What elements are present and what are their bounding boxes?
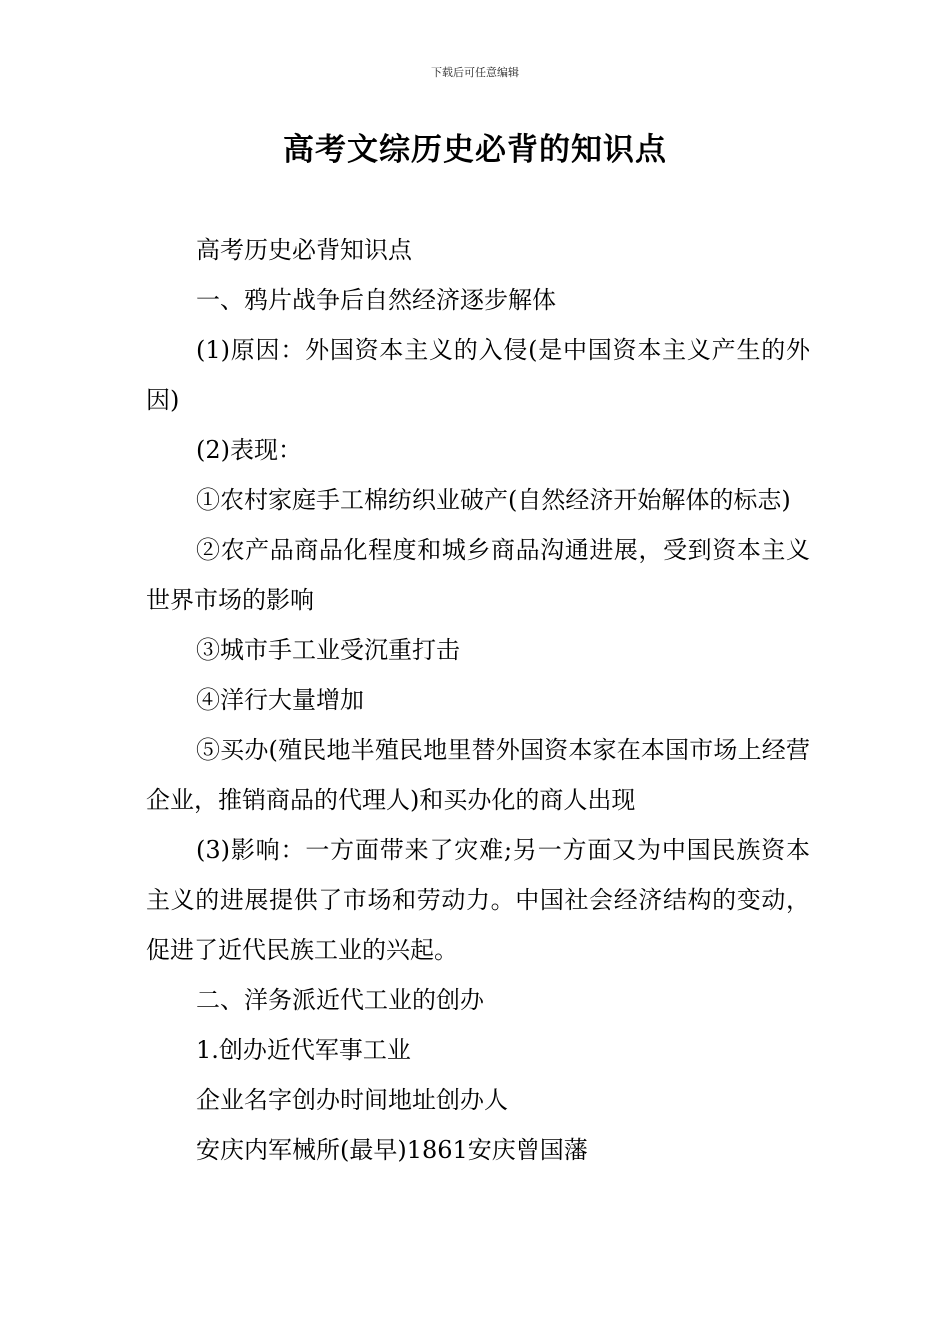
paragraph-point-1: ①农村家庭手工棉纺织业破产(自然经济开始解体的标志) bbox=[196, 486, 791, 514]
paragraph-point-5: ⑤买办(殖民地半殖民地里替外国资本家在本国市场上经营企业，推销商品的代理人)和买办化的商人出现 bbox=[146, 736, 810, 814]
paragraph-point-4: ④洋行大量增加 bbox=[196, 686, 364, 714]
paragraph-table-row: 安庆内军械所(最早)1861安庆曾国藩 bbox=[196, 1136, 588, 1164]
paragraph-manifestation-heading: (2)表现： bbox=[196, 436, 302, 464]
paragraph-point-2: ②农产品商品化程度和城乡商品沟通进展，受到资本主义世界市场的影响 bbox=[146, 536, 810, 614]
document-title: 高考文综历史必背的知识点 bbox=[283, 132, 667, 168]
paragraph-cause: (1)原因：外国资本主义的入侵(是中国资本主义产生的外因) bbox=[146, 336, 810, 414]
paragraph-section-2-heading: 二、洋务派近代工业的创办 bbox=[196, 986, 484, 1014]
paragraph-subsection-1: 1.创办近代军事工业 bbox=[196, 1036, 411, 1064]
header-note: 下载后可任意编辑 bbox=[431, 66, 519, 79]
document-body bbox=[146, 225, 810, 1175]
paragraph-subtitle: 高考历史必背知识点 bbox=[196, 236, 412, 264]
paragraph-section-1-heading: 一、鸦片战争后自然经济逐步解体 bbox=[196, 286, 556, 314]
paragraph-point-3: ③城市手工业受沉重打击 bbox=[196, 636, 460, 664]
paragraph-table-header: 企业名字创办时间地址创办人 bbox=[196, 1086, 508, 1114]
paragraph-impact: (3)影响：一方面带来了灾难;另一方面又为中国民族资本主义的进展提供了市场和劳动力。中国社会经济结构的变动，促进了近代民族工业的兴起。 bbox=[146, 836, 810, 964]
